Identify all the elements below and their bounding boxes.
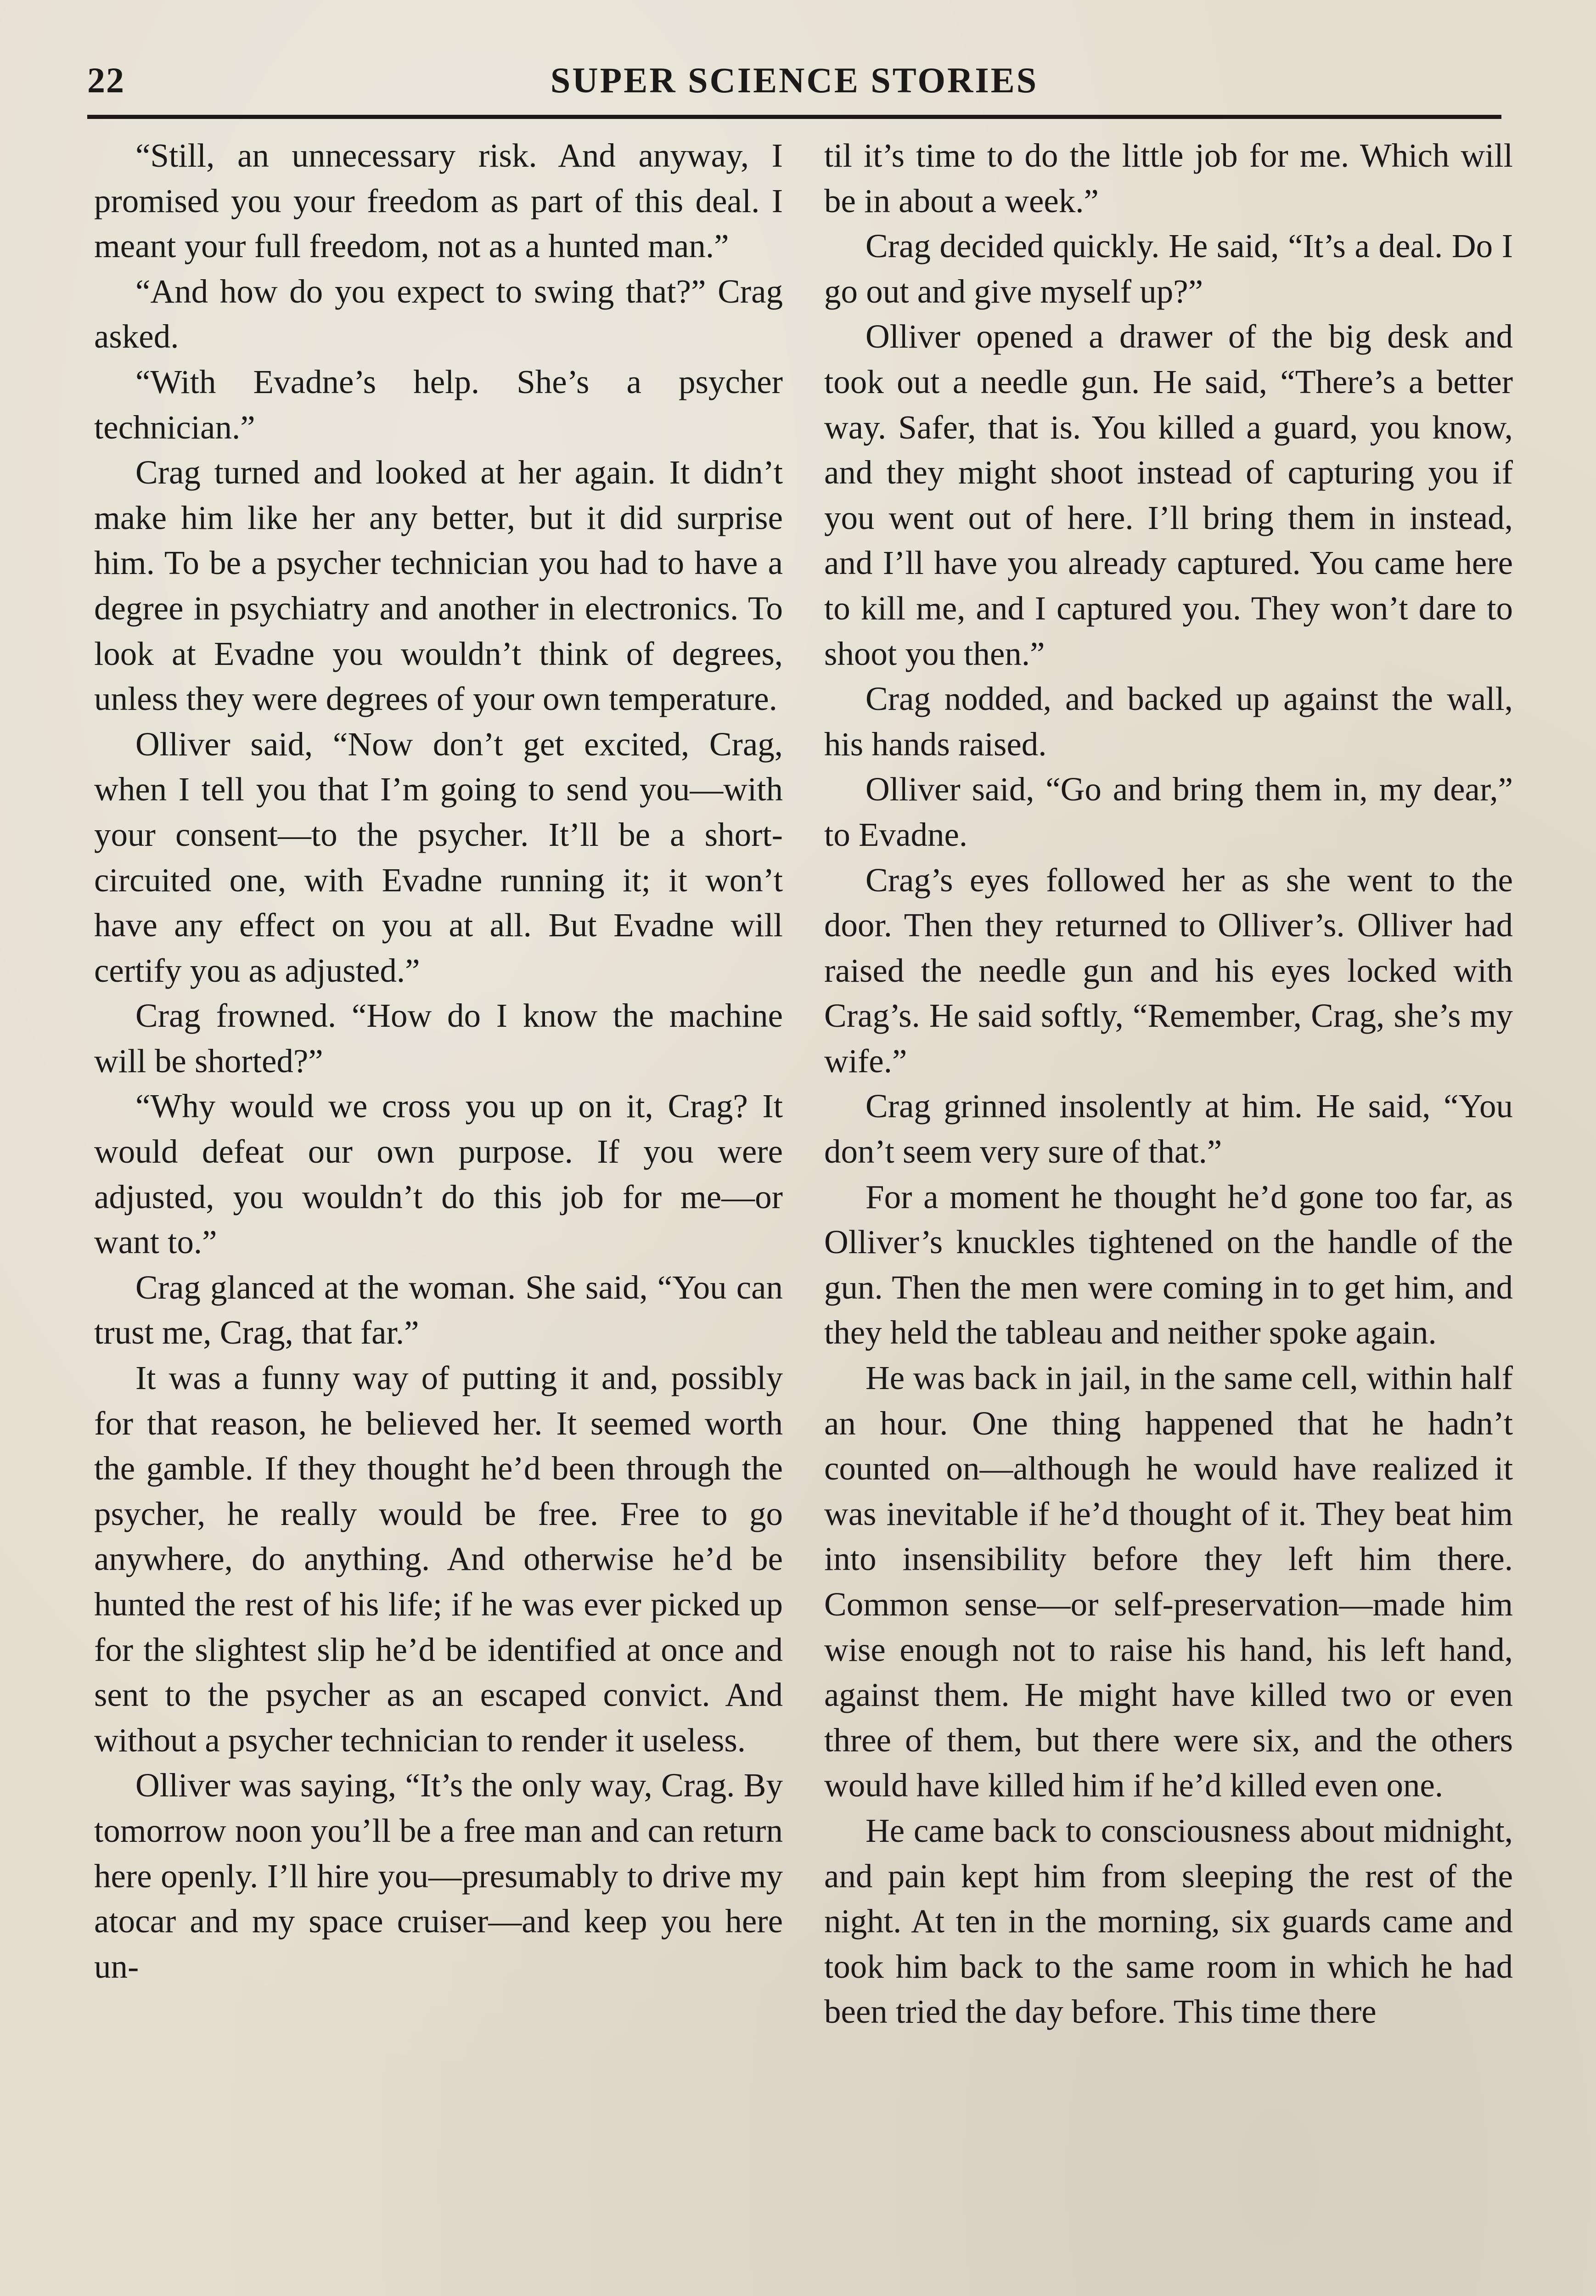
paragraph: “Still, an unnecessary risk. And anyway, I promised you your freedom as part of this deal. I meant your full freedom, not as a hunted man.”: [94, 137, 783, 265]
paragraph: For a moment he thought he’d gone too far, as Olliver’s knuckles tightened on the handle of the gun. Then the men were coming in to get him, and they held the tableau and neither spoke again.: [824, 1178, 1513, 1351]
paragraph: Olliver opened a drawer of the big desk and took out a needle gun. He said, “There’s a better way. Safer, that is. You killed a guard, you know, and they might shoot instead of capturing you if you went out of here. I’ll bring them in instead, and I’ll have you already captured. You came here to kill me, and I captured you. They won’t dare to shoot you then.”: [824, 318, 1513, 672]
paragraph: Crag grinned insolently at him. He said, “You don’t seem very sure of that.”: [824, 1087, 1513, 1171]
paragraph: It was a funny way of putting it and, possibly for that reason, he believed her. It seemed worth the gamble. If they thought he’d been through the psycher, he really would be free. Free to go anywhere, do anything. And otherwise he’d be hunted the rest of his life; if he was ever picked up for the slightest slip he’d be identified at once and sent to the psycher as an escaped convict. And without a psycher technician to render it useless.: [94, 1359, 783, 1759]
paragraph: “And how do you expect to swing that?” Crag asked.: [94, 272, 783, 355]
paragraph: Olliver was saying, “It’s the only way, Crag. By tomorrow noon you’ll be a free man and can return here openly. I’ll hire you—presumably to drive my atocar and my space cruiser—and keep you here un-: [94, 1767, 783, 1985]
right-column: [824, 133, 1513, 2296]
paragraph: He came back to consciousness about midnight, and pain kept him from sleeping the rest of the night. At ten in the morning, six guards came and took him back to the same room in which he had been tried the day before. This time there: [824, 1812, 1513, 2031]
paragraph: “With Evadne’s help. She’s a psycher technician.”: [94, 363, 783, 446]
left-column: [94, 133, 783, 2296]
page-header: [87, 60, 1501, 110]
paragraph: Crag glanced at the woman. She said, “You can trust me, Crag, that far.”: [94, 1268, 783, 1351]
paragraph: Crag frowned. “How do I know the machine will be shorted?”: [94, 997, 783, 1080]
header-rule: [87, 115, 1501, 119]
paragraph: Crag nodded, and backed up against the wall, his hands raised.: [824, 680, 1513, 763]
paragraph-continuation: til it’s time to do the little job for me. Which will be in about a week.”: [824, 137, 1513, 219]
paragraph: Crag decided quickly. He said, “It’s a deal. Do I go out and give myself up?”: [824, 227, 1513, 310]
paragraph: Olliver said, “Now don’t get excited, Crag, when I tell you that I’m going to send you—with your consent—to the psycher. It’ll be a short-circuited one, with Evadne running it; it won’t have any effect on you at all. But Evadne will certify you as adjusted.”: [94, 725, 783, 989]
paragraph: “Why would we cross you up on it, Crag? It would defeat our own purpose. If you were adjusted, you wouldn’t do this job for me—or want to.”: [94, 1087, 783, 1261]
magazine-title: SUPER SCIENCE STORIES: [550, 60, 1039, 100]
paragraph: Olliver said, “Go and bring them in, my dear,” to Evadne.: [824, 771, 1513, 853]
page-number: 22: [87, 60, 125, 100]
paragraph: Crag’s eyes followed her as she went to the door. Then they returned to Olliver’s. Olliver had raised the needle gun and his eyes locked with Crag’s. He said softly, “Remember, Crag, she’s my wife.”: [824, 861, 1513, 1080]
paragraph: He was back in jail, in the same cell, within half an hour. One thing happened that he hadn’t counted on—although he would have realized it was inevitable if he’d thought of it. They beat him into insensibility before they left him there. Common sense—or self-preservation—made him wise enough not to raise his hand, his left hand, against them. He might have killed two or even three of them, but there were six, and the others would have killed him if he’d killed even one.: [824, 1359, 1513, 1804]
paragraph: Crag turned and looked at her again. It didn’t make him like her any better, but it did surprise him. To be a psycher technician you had to have a degree in psychiatry and another in electronics. To look at Evadne you wouldn’t think of degrees, unless they were degrees of your own temperature.: [94, 454, 783, 718]
